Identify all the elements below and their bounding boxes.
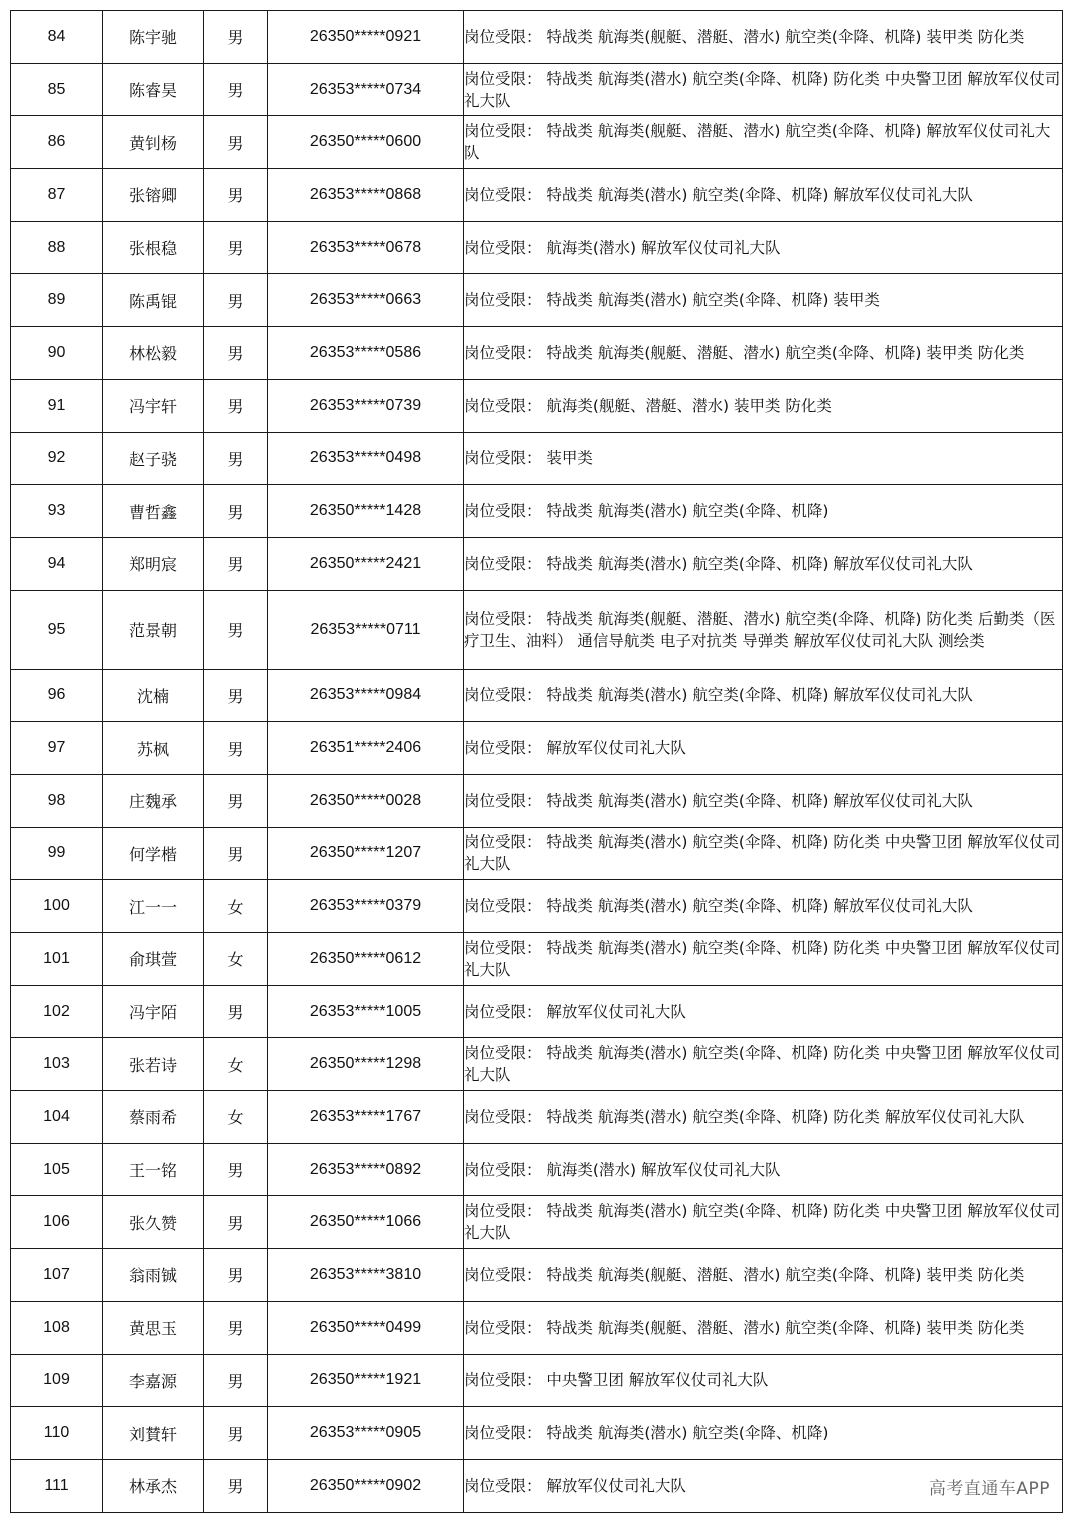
row-number-cell: 101 — [11, 933, 103, 986]
restriction-note-cell: 岗位受限： 特战类 航海类(潜水) 航空类(伞降、机降) 防化类 中央警卫团 解放军仪仗司礼大队 — [464, 1038, 1063, 1091]
row-number-cell: 94 — [11, 537, 103, 590]
table-row — [11, 1459, 1063, 1512]
name-cell: 张根稳 — [103, 221, 204, 274]
row-number-cell: 89 — [11, 274, 103, 327]
name-cell: 陈宇驰 — [103, 11, 204, 64]
gender-cell: 男 — [204, 1143, 268, 1196]
row-number-cell: 110 — [11, 1407, 103, 1460]
id-number-cell: 26353*****0678 — [268, 221, 464, 274]
table-row — [11, 985, 1063, 1038]
id-number-cell: 26350*****0612 — [268, 933, 464, 986]
table-row — [11, 1301, 1063, 1354]
row-number-cell: 108 — [11, 1301, 103, 1354]
table-row — [11, 274, 1063, 327]
row-number-cell: 88 — [11, 221, 103, 274]
name-cell: 庄魏承 — [103, 774, 204, 827]
id-number-cell: 26353*****0984 — [268, 669, 464, 722]
restriction-note-cell: 岗位受限： 特战类 航海类(潜水) 航空类(伞降、机降) 解放军仪仗司礼大队 — [464, 537, 1063, 590]
name-cell: 何学楷 — [103, 827, 204, 880]
gender-cell: 男 — [204, 63, 268, 116]
name-cell: 沈楠 — [103, 669, 204, 722]
restriction-note-cell: 岗位受限： 特战类 航海类(潜水) 航空类(伞降、机降) — [464, 1407, 1063, 1460]
table-row — [11, 169, 1063, 222]
name-cell: 冯宇陌 — [103, 985, 204, 1038]
id-number-cell: 26353*****0379 — [268, 880, 464, 933]
restriction-note-cell: 岗位受限： 特战类 航海类(潜水) 航空类(伞降、机降) 防化类 中央警卫团 解放军仪仗司礼大队 — [464, 63, 1063, 116]
id-number-cell: 26350*****1298 — [268, 1038, 464, 1091]
restriction-note-cell: 岗位受限： 解放军仪仗司礼大队 — [464, 1459, 1063, 1512]
id-number-cell: 26350*****1066 — [268, 1196, 464, 1249]
table-row — [11, 116, 1063, 169]
name-cell: 范景朝 — [103, 590, 204, 669]
gender-cell: 男 — [204, 221, 268, 274]
name-cell: 王一铭 — [103, 1143, 204, 1196]
gender-cell: 女 — [204, 1038, 268, 1091]
id-number-cell: 26353*****0892 — [268, 1143, 464, 1196]
row-number-cell: 102 — [11, 985, 103, 1038]
table-row — [11, 1249, 1063, 1302]
restriction-note-cell: 岗位受限： 解放军仪仗司礼大队 — [464, 722, 1063, 775]
gender-cell: 男 — [204, 1301, 268, 1354]
gender-cell: 男 — [204, 985, 268, 1038]
id-number-cell: 26351*****2406 — [268, 722, 464, 775]
table-row — [11, 774, 1063, 827]
name-cell: 翁雨铖 — [103, 1249, 204, 1302]
gender-cell: 男 — [204, 169, 268, 222]
row-number-cell: 86 — [11, 116, 103, 169]
row-number-cell: 109 — [11, 1354, 103, 1407]
table-row — [11, 432, 1063, 485]
row-number-cell: 87 — [11, 169, 103, 222]
name-cell: 郑明宸 — [103, 537, 204, 590]
row-number-cell: 103 — [11, 1038, 103, 1091]
row-number-cell: 84 — [11, 11, 103, 64]
name-cell: 李嘉源 — [103, 1354, 204, 1407]
gender-cell: 男 — [204, 274, 268, 327]
restriction-note-cell: 岗位受限： 特战类 航海类(潜水) 航空类(伞降、机降) 防化类 中央警卫团 解放军仪仗司礼大队 — [464, 933, 1063, 986]
table-row — [11, 827, 1063, 880]
table-row — [11, 1407, 1063, 1460]
name-cell: 陈睿昊 — [103, 63, 204, 116]
restriction-note-cell: 岗位受限： 特战类 航海类(潜水) 航空类(伞降、机降) 解放军仪仗司礼大队 — [464, 169, 1063, 222]
row-number-cell: 96 — [11, 669, 103, 722]
table-row — [11, 221, 1063, 274]
gender-cell: 男 — [204, 485, 268, 538]
restriction-note-cell: 岗位受限： 中央警卫团 解放军仪仗司礼大队 — [464, 1354, 1063, 1407]
table-row — [11, 1038, 1063, 1091]
name-cell: 林松毅 — [103, 327, 204, 380]
name-cell: 曹哲鑫 — [103, 485, 204, 538]
gender-cell: 女 — [204, 880, 268, 933]
restriction-note-cell: 岗位受限： 特战类 航海类(舰艇、潜艇、潜水) 航空类(伞降、机降) 防化类 后勤类（医疗卫生、油料） 通信导航类 电子对抗类 导弹类 解放军仪仗司礼大队 测绘类 — [464, 590, 1063, 669]
table-row — [11, 880, 1063, 933]
id-number-cell: 26353*****0586 — [268, 327, 464, 380]
id-number-cell: 26350*****0921 — [268, 11, 464, 64]
name-cell: 冯宇轩 — [103, 379, 204, 432]
row-number-cell: 90 — [11, 327, 103, 380]
id-number-cell: 26353*****0663 — [268, 274, 464, 327]
restriction-note-cell: 岗位受限： 特战类 航海类(潜水) 航空类(伞降、机降) 防化类 解放军仪仗司礼大队 — [464, 1091, 1063, 1144]
id-number-cell: 26350*****0902 — [268, 1459, 464, 1512]
row-number-cell: 106 — [11, 1196, 103, 1249]
gender-cell: 男 — [204, 379, 268, 432]
restriction-note-cell: 岗位受限： 特战类 航海类(潜水) 航空类(伞降、机降) 防化类 中央警卫团 解放军仪仗司礼大队 — [464, 827, 1063, 880]
name-cell: 赵子骁 — [103, 432, 204, 485]
candidate-table — [10, 10, 1063, 1513]
row-number-cell: 98 — [11, 774, 103, 827]
id-number-cell: 26353*****0498 — [268, 432, 464, 485]
watermark-text: 高考直通车APP — [928, 1479, 1050, 1499]
id-number-cell: 26350*****1207 — [268, 827, 464, 880]
id-number-cell: 26350*****0028 — [268, 774, 464, 827]
id-number-cell: 26350*****1428 — [268, 485, 464, 538]
restriction-note-cell: 岗位受限： 特战类 航海类(舰艇、潜艇、潜水) 航空类(伞降、机降) 装甲类 防化类 — [464, 11, 1063, 64]
gender-cell: 男 — [204, 537, 268, 590]
restriction-note-cell: 岗位受限： 特战类 航海类(潜水) 航空类(伞降、机降) 解放军仪仗司礼大队 — [464, 774, 1063, 827]
id-number-cell: 26350*****0600 — [268, 116, 464, 169]
row-number-cell: 97 — [11, 722, 103, 775]
row-number-cell: 99 — [11, 827, 103, 880]
restriction-note-cell: 岗位受限： 航海类(潜水) 解放军仪仗司礼大队 — [464, 221, 1063, 274]
row-number-cell: 95 — [11, 590, 103, 669]
row-number-cell: 105 — [11, 1143, 103, 1196]
restriction-note-cell: 岗位受限： 特战类 航海类(舰艇、潜艇、潜水) 航空类(伞降、机降) 装甲类 防化类 — [464, 1301, 1063, 1354]
restriction-note-cell: 岗位受限： 特战类 航海类(潜水) 航空类(伞降、机降) 装甲类 — [464, 274, 1063, 327]
restriction-note-cell: 岗位受限： 装甲类 — [464, 432, 1063, 485]
row-number-cell: 104 — [11, 1091, 103, 1144]
gender-cell: 男 — [204, 1354, 268, 1407]
id-number-cell: 26353*****0739 — [268, 379, 464, 432]
restriction-note-cell: 岗位受限： 解放军仪仗司礼大队 — [464, 985, 1063, 1038]
name-cell: 苏枫 — [103, 722, 204, 775]
restriction-note-cell: 岗位受限： 特战类 航海类(舰艇、潜艇、潜水) 航空类(伞降、机降) 解放军仪仗司礼大队 — [464, 116, 1063, 169]
table-row — [11, 11, 1063, 64]
gender-cell: 男 — [204, 11, 268, 64]
id-number-cell: 26353*****0868 — [268, 169, 464, 222]
gender-cell: 男 — [204, 774, 268, 827]
id-number-cell: 26353*****1767 — [268, 1091, 464, 1144]
row-number-cell: 100 — [11, 880, 103, 933]
name-cell: 俞琪萱 — [103, 933, 204, 986]
table-row — [11, 722, 1063, 775]
name-cell: 蔡雨希 — [103, 1091, 204, 1144]
restriction-note-cell: 岗位受限： 航海类(舰艇、潜艇、潜水) 装甲类 防化类 — [464, 379, 1063, 432]
table-row — [11, 537, 1063, 590]
gender-cell: 男 — [204, 1196, 268, 1249]
restriction-note-cell: 岗位受限： 特战类 航海类(潜水) 航空类(伞降、机降) — [464, 485, 1063, 538]
table-row — [11, 1091, 1063, 1144]
id-number-cell: 26353*****1005 — [268, 985, 464, 1038]
table-row — [11, 485, 1063, 538]
name-cell: 陈禹锟 — [103, 274, 204, 327]
id-number-cell: 26353*****0905 — [268, 1407, 464, 1460]
table-row — [11, 1354, 1063, 1407]
gender-cell: 男 — [204, 432, 268, 485]
table-row — [11, 379, 1063, 432]
table-row — [11, 1143, 1063, 1196]
gender-cell: 男 — [204, 116, 268, 169]
gender-cell: 男 — [204, 722, 268, 775]
row-number-cell: 85 — [11, 63, 103, 116]
name-cell: 林承杰 — [103, 1459, 204, 1512]
id-number-cell: 26353*****3810 — [268, 1249, 464, 1302]
gender-cell: 男 — [204, 1249, 268, 1302]
id-number-cell: 26350*****1921 — [268, 1354, 464, 1407]
row-number-cell: 107 — [11, 1249, 103, 1302]
id-number-cell: 26353*****0711 — [268, 590, 464, 669]
row-number-cell: 93 — [11, 485, 103, 538]
table-row — [11, 327, 1063, 380]
name-cell: 黄钊杨 — [103, 116, 204, 169]
table-row — [11, 669, 1063, 722]
gender-cell: 男 — [204, 327, 268, 380]
id-number-cell: 26350*****2421 — [268, 537, 464, 590]
name-cell: 张若诗 — [103, 1038, 204, 1091]
gender-cell: 男 — [204, 669, 268, 722]
table-row — [11, 63, 1063, 116]
row-number-cell: 91 — [11, 379, 103, 432]
name-cell: 黄思玉 — [103, 1301, 204, 1354]
restriction-note-cell: 岗位受限： 航海类(潜水) 解放军仪仗司礼大队 — [464, 1143, 1063, 1196]
restriction-note-cell: 岗位受限： 特战类 航海类(潜水) 航空类(伞降、机降) 解放军仪仗司礼大队 — [464, 669, 1063, 722]
restriction-note-cell: 岗位受限： 特战类 航海类(舰艇、潜艇、潜水) 航空类(伞降、机降) 装甲类 防化类 — [464, 1249, 1063, 1302]
name-cell: 刘賛轩 — [103, 1407, 204, 1460]
gender-cell: 男 — [204, 590, 268, 669]
table-row — [11, 590, 1063, 669]
id-number-cell: 26353*****0734 — [268, 63, 464, 116]
row-number-cell: 92 — [11, 432, 103, 485]
gender-cell: 女 — [204, 933, 268, 986]
table-row — [11, 1196, 1063, 1249]
row-number-cell: 111 — [11, 1459, 103, 1512]
restriction-note-cell: 岗位受限： 特战类 航海类(潜水) 航空类(伞降、机降) 防化类 中央警卫团 解放军仪仗司礼大队 — [464, 1196, 1063, 1249]
gender-cell: 男 — [204, 1407, 268, 1460]
table-body — [11, 11, 1063, 1513]
name-cell: 张久赞 — [103, 1196, 204, 1249]
gender-cell: 男 — [204, 827, 268, 880]
table-row — [11, 933, 1063, 986]
id-number-cell: 26350*****0499 — [268, 1301, 464, 1354]
gender-cell: 男 — [204, 1459, 268, 1512]
name-cell: 张镕卿 — [103, 169, 204, 222]
gender-cell: 女 — [204, 1091, 268, 1144]
name-cell: 江一一 — [103, 880, 204, 933]
restriction-note-cell: 岗位受限： 特战类 航海类(潜水) 航空类(伞降、机降) 解放军仪仗司礼大队 — [464, 880, 1063, 933]
restriction-note-cell: 岗位受限： 特战类 航海类(舰艇、潜艇、潜水) 航空类(伞降、机降) 装甲类 防化类 — [464, 327, 1063, 380]
